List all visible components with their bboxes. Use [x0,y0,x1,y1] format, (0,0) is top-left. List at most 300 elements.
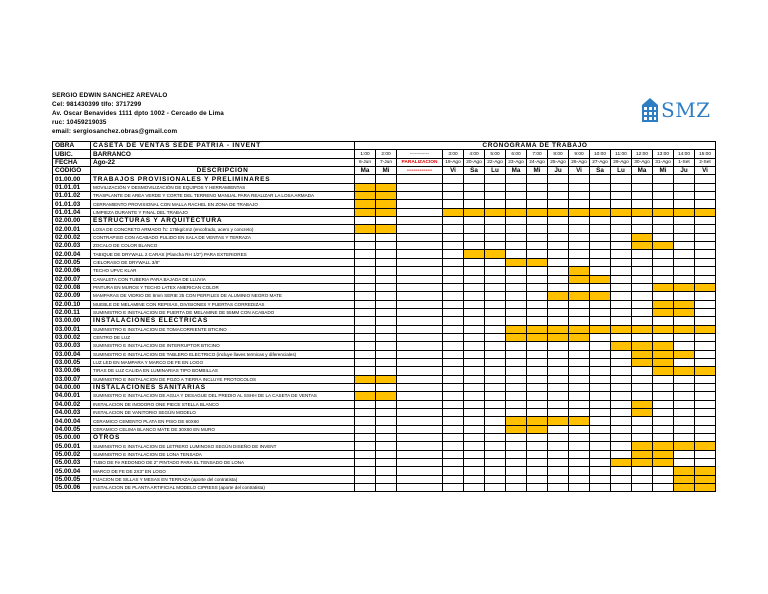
schedule-cell [397,225,443,233]
schedule-cell [632,267,653,275]
schedule-cell [674,258,695,266]
schedule-cell [506,434,527,442]
schedule-cell [464,350,485,358]
schedule-bar-cell [590,275,611,283]
task-description: MOVILIZACIÓN Y DESMOVILIZACIÓN DE EQUIPOS Y HERRAMIENTAS [91,183,355,191]
schedule-cell [611,308,632,316]
timeline-date-12: 30-Ago [632,158,653,166]
schedule-cell [464,383,485,391]
section-title: TRABAJOS PROVISIONALES Y PRELIMINARES [91,175,355,183]
schedule-bar-cell [355,200,376,208]
schedule-cell [506,233,527,241]
schedule-cell [695,192,716,200]
schedule-cell [632,250,653,258]
schedule-cell [569,317,590,325]
schedule-cell [443,459,464,467]
task-code: 04.00.04 [53,417,91,425]
schedule-bar-cell [506,208,527,216]
schedule-cell [397,350,443,358]
schedule-cell [674,425,695,433]
schedule-cell [443,233,464,241]
schedule-cell [506,192,527,200]
schedule-cell [355,267,376,275]
schedule-cell [464,192,485,200]
schedule-cell [590,375,611,383]
schedule-cell [632,192,653,200]
contractor-name: SERGIO EDWIN SANCHEZ AREVALO [52,92,168,99]
schedule-cell [355,434,376,442]
task-code: 02.00.01 [53,225,91,233]
timeline-hour-9: 9:00 [569,150,590,158]
task-description: LUZ LED EN MAMPARA Y MARCO DE FE EN LOGO [91,358,355,366]
schedule-cell [611,434,632,442]
schedule-cell [548,350,569,358]
task-description: SUMINISTRO E INSTALACION DE POZO A TIERRA INCLUYE PROTOCOLOS [91,375,355,383]
schedule-cell [376,383,397,391]
schedule-cell [632,183,653,191]
schedule-cell [632,434,653,442]
schedule-bar-cell [674,208,695,216]
schedule-bar-cell [590,208,611,216]
schedule-cell [397,292,443,300]
schedule-cell [611,484,632,492]
task-code: 02.00.09 [53,292,91,300]
schedule-cell [397,417,443,425]
schedule-cell [569,183,590,191]
task-code: 04.00.05 [53,425,91,433]
schedule-bar-cell [527,333,548,341]
schedule-bar-cell [376,192,397,200]
schedule-cell [695,292,716,300]
schedule-cell [569,217,590,225]
task-code: 03.00.04 [53,350,91,358]
schedule-cell [632,258,653,266]
schedule-cell [569,250,590,258]
task-row [53,475,716,483]
schedule-cell [695,233,716,241]
schedule-cell [674,409,695,417]
schedule-bar-cell [674,484,695,492]
schedule-cell [611,292,632,300]
building-icon [641,95,659,123]
schedule-cell [485,275,506,283]
schedule-bar-cell [695,325,716,333]
schedule-cell [611,242,632,250]
schedule-cell [464,333,485,341]
schedule-cell [653,375,674,383]
schedule-cell [548,267,569,275]
schedule-cell [355,425,376,433]
schedule-cell [527,392,548,400]
schedule-cell [653,267,674,275]
schedule-cell [397,392,443,400]
schedule-cell [548,200,569,208]
schedule-cell [569,350,590,358]
schedule-cell [506,400,527,408]
task-row [53,250,716,258]
schedule-bar-cell [695,442,716,450]
schedule-cell [527,233,548,241]
timeline-day-9: Vi [569,167,590,175]
schedule-cell [611,417,632,425]
schedule-cell [653,400,674,408]
schedule-cell [590,350,611,358]
schedule-cell [485,417,506,425]
task-row [53,417,716,425]
task-description: MUEBLE DE MELAMINE CON REPISAS, DIVISIONES Y PUERTAS CORREDIZAS [91,300,355,308]
schedule-cell [397,192,443,200]
fecha-label: FECHA [53,158,91,166]
task-code: 03.00.02 [53,333,91,341]
schedule-cell [376,267,397,275]
schedule-bar-cell [376,375,397,383]
task-code: 02.00.02 [53,233,91,241]
schedule-cell [485,325,506,333]
task-description: CONTRAPISO CON ACABADO PULIDO EN SALA DE VENTAS Y TERRAZA [91,233,355,241]
timeline-hour-7: 7:00 [527,150,548,158]
schedule-bar-cell [506,333,527,341]
schedule-bar-cell [632,342,653,350]
schedule-cell [674,358,695,366]
timeline-day-14: Ju [674,167,695,175]
schedule-cell [485,308,506,316]
schedule-cell [569,192,590,200]
schedule-bar-cell [695,367,716,375]
schedule-cell [506,275,527,283]
task-code: 05.00.05 [53,475,91,483]
schedule-cell [443,317,464,325]
schedule-cell [674,383,695,391]
schedule-cell [485,342,506,350]
schedule-cell [695,217,716,225]
schedule-cell [376,258,397,266]
schedule-cell [653,233,674,241]
schedule-cell [443,175,464,183]
schedule-cell [632,217,653,225]
schedule-bar-cell [443,208,464,216]
schedule-cell [397,400,443,408]
schedule-bar-cell [548,292,569,300]
schedule-cell [611,392,632,400]
schedule-cell [695,308,716,316]
schedule-cell [590,367,611,375]
section-title: ESTRUCTURAS Y ARQUITECTURA [91,217,355,225]
schedule-cell [611,358,632,366]
schedule-bar-cell [632,350,653,358]
task-row [53,425,716,433]
schedule-bar-cell [653,350,674,358]
schedule-cell [674,333,695,341]
schedule-cell [464,283,485,291]
schedule-cell [485,459,506,467]
schedule-cell [397,325,443,333]
timeline-hour-2: ------------ [397,150,443,158]
schedule-cell [527,292,548,300]
schedule-cell [506,358,527,366]
schedule-cell [397,267,443,275]
section-row [53,383,716,391]
schedule-cell [376,442,397,450]
schedule-bar-cell [376,183,397,191]
fecha-row [53,158,716,166]
schedule-cell [485,183,506,191]
schedule-bar-cell [590,292,611,300]
schedule-cell [376,300,397,308]
timeline-date-1: 7-Jun [376,158,397,166]
schedule-cell [506,317,527,325]
schedule-cell [355,292,376,300]
timeline-date-2: PARALIZACION [397,158,443,166]
schedule-cell [632,383,653,391]
schedule-cell [464,258,485,266]
schedule-cell [527,459,548,467]
timeline-day-15: Vi [695,167,716,175]
schedule-cell [376,275,397,283]
schedule-cell [485,233,506,241]
schedule-cell [674,459,695,467]
task-description: TABIQUE DE DRYWALL 2 CARAS (Plancha RH 1/2") PARA EXTERIORES [91,250,355,258]
schedule-bar-cell [376,392,397,400]
schedule-cell [527,225,548,233]
schedule-cell [674,225,695,233]
schedule-cell [653,417,674,425]
schedule-cell [590,383,611,391]
schedule-cell [632,392,653,400]
task-row [53,308,716,316]
timeline-hour-14: 14:00 [674,150,695,158]
task-code: 05.00.02 [53,450,91,458]
task-code: 01.01.02 [53,192,91,200]
schedule-cell [506,367,527,375]
schedule-cell [355,217,376,225]
schedule-cell [527,375,548,383]
schedule-cell [674,175,695,183]
schedule-cell [485,200,506,208]
schedule-bar-cell [632,325,653,333]
schedule-cell [397,175,443,183]
schedule-cell [506,467,527,475]
schedule-cell [397,358,443,366]
schedule-cell [355,233,376,241]
schedule-cell [485,383,506,391]
timeline-date-5: 22-Ago [485,158,506,166]
schedule-cell [632,292,653,300]
schedule-cell [695,250,716,258]
schedule-cell [611,225,632,233]
schedule-cell [376,317,397,325]
schedule-cell [485,333,506,341]
task-row [53,442,716,450]
task-description: SUMINISTRO E INSTALACION DE LETRERO LUMINOSO SEGÚN DISEÑO DE INVENT [91,442,355,450]
task-description: TIRAS DE LUZ CALIDA EN LUMINARIAS TIPO BOMBILLAS [91,367,355,375]
schedule-cell [443,425,464,433]
schedule-cell [485,317,506,325]
schedule-cell [443,192,464,200]
task-description: CERRAMIENTO PROVISIONAL CON MALLA RACHEL EN ZONA DE TRABAJO [91,200,355,208]
schedule-cell [674,217,695,225]
schedule-cell [548,400,569,408]
task-row [53,192,716,200]
task-code: 02.00.08 [53,283,91,291]
schedule-bar-cell [695,208,716,216]
timeline-date-6: 23-Ago [506,158,527,166]
schedule-cell [653,383,674,391]
schedule-cell [527,317,548,325]
schedule-cell [527,400,548,408]
schedule-cell [590,400,611,408]
schedule-bar-cell [611,459,632,467]
schedule-bar-cell [376,208,397,216]
contractor-ruc: ruc: 10459219035 [52,119,107,126]
schedule-cell [464,467,485,475]
schedule-cell [443,292,464,300]
schedule-cell [464,450,485,458]
schedule-cell [695,400,716,408]
schedule-bar-cell [611,208,632,216]
schedule-cell [548,467,569,475]
schedule-cell [653,258,674,266]
schedule-cell [443,183,464,191]
task-description: INSTALACION DE PLANTA ARTIFICIAL MODELO CIPRESS (aporte del contratista) [91,484,355,492]
schedule-cell [695,409,716,417]
task-row [53,409,716,417]
schedule-cell [548,300,569,308]
schedule-cell [443,475,464,483]
timeline-hour-15: 15:00 [695,150,716,158]
timeline-day-7: Mi [527,167,548,175]
schedule-cell [548,358,569,366]
schedule-cell [485,442,506,450]
schedule-cell [506,200,527,208]
obra-row [53,142,716,150]
schedule-bar-cell [569,275,590,283]
schedule-cell [464,400,485,408]
schedule-bar-cell [695,467,716,475]
schedule-cell [506,183,527,191]
task-code: 05.00.04 [53,467,91,475]
schedule-bar-cell [464,250,485,258]
schedule-cell [674,267,695,275]
schedule-bar-cell [506,425,527,433]
schedule-cell [548,258,569,266]
task-code: 04.00.01 [53,392,91,400]
schedule-cell [569,383,590,391]
schedule-cell [376,450,397,458]
schedule-cell [443,467,464,475]
timeline-hour-8: 8:00 [548,150,569,158]
schedule-cell [674,192,695,200]
schedule-cell [590,392,611,400]
schedule-table [52,141,716,492]
schedule-cell [527,450,548,458]
schedule-cell [506,459,527,467]
schedule-cell [695,392,716,400]
timeline-date-13: 31-Ago [653,158,674,166]
schedule-cell [548,250,569,258]
schedule-cell [611,467,632,475]
schedule-cell [590,417,611,425]
schedule-cell [397,409,443,417]
contractor-phone: Cel: 981430399 tlfo: 3717299 [52,101,142,108]
schedule-cell [611,350,632,358]
schedule-cell [506,350,527,358]
schedule-cell [548,434,569,442]
schedule-cell [611,183,632,191]
schedule-cell [590,225,611,233]
schedule-cell [485,175,506,183]
schedule-cell [443,375,464,383]
schedule-cell [397,258,443,266]
schedule-cell [590,409,611,417]
schedule-cell [548,308,569,316]
schedule-cell [506,484,527,492]
schedule-bar-cell [674,283,695,291]
task-description: FIJACION DE SILLAS Y MESAS EN TERRAZA (aporte del contratista) [91,475,355,483]
schedule-bar-cell [527,417,548,425]
task-description: TUBO DE Fe REDONDO DE 2" PINTADO PARA EL TENSADO DE LONA [91,459,355,467]
schedule-cell [485,267,506,275]
schedule-cell [443,200,464,208]
task-code: 02.00.07 [53,275,91,283]
schedule-cell [464,292,485,300]
schedule-cell [527,242,548,250]
schedule-cell [485,450,506,458]
schedule-cell [548,317,569,325]
schedule-cell [590,484,611,492]
schedule-bar-cell [695,484,716,492]
schedule-cell [548,442,569,450]
schedule-cell [376,459,397,467]
schedule-bar-cell [632,208,653,216]
task-description: LOSA DE CONCRETO ARMADO f'c: 175kg/cm2 (encofrado, acero y concreto) [91,225,355,233]
timeline-hour-0: 1:00 [355,150,376,158]
schedule-cell [611,367,632,375]
task-row [53,392,716,400]
schedule-bar-cell [653,208,674,216]
section-row [53,175,716,183]
schedule-cell [569,425,590,433]
schedule-cell [527,475,548,483]
schedule-bar-cell [653,442,674,450]
schedule-cell [674,434,695,442]
schedule-cell [548,342,569,350]
schedule-cell [376,475,397,483]
schedule-bar-cell [632,242,653,250]
schedule-cell [569,375,590,383]
schedule-cell [397,283,443,291]
schedule-bar-cell [632,459,653,467]
schedule-bar-cell [376,200,397,208]
schedule-cell [397,375,443,383]
timeline-date-0: 6-Jun [355,158,376,166]
schedule-cell [506,392,527,400]
task-description: CERAMICO CEMENTO PLATA EN PISO DE 60X60 [91,417,355,425]
schedule-cell [548,217,569,225]
schedule-cell [548,183,569,191]
schedule-cell [376,292,397,300]
schedule-bar-cell [632,450,653,458]
cronograma-title: CRONOGRAMA DE TRABAJO [355,142,716,150]
schedule-cell [485,217,506,225]
codigo-row [53,167,716,175]
schedule-cell [695,350,716,358]
task-code: 03.00.07 [53,375,91,383]
section-title: OTROS [91,434,355,442]
schedule-cell [611,333,632,341]
schedule-cell [443,409,464,417]
task-description: ZOCALO DE COLOR BLANCO [91,242,355,250]
schedule-cell [443,450,464,458]
